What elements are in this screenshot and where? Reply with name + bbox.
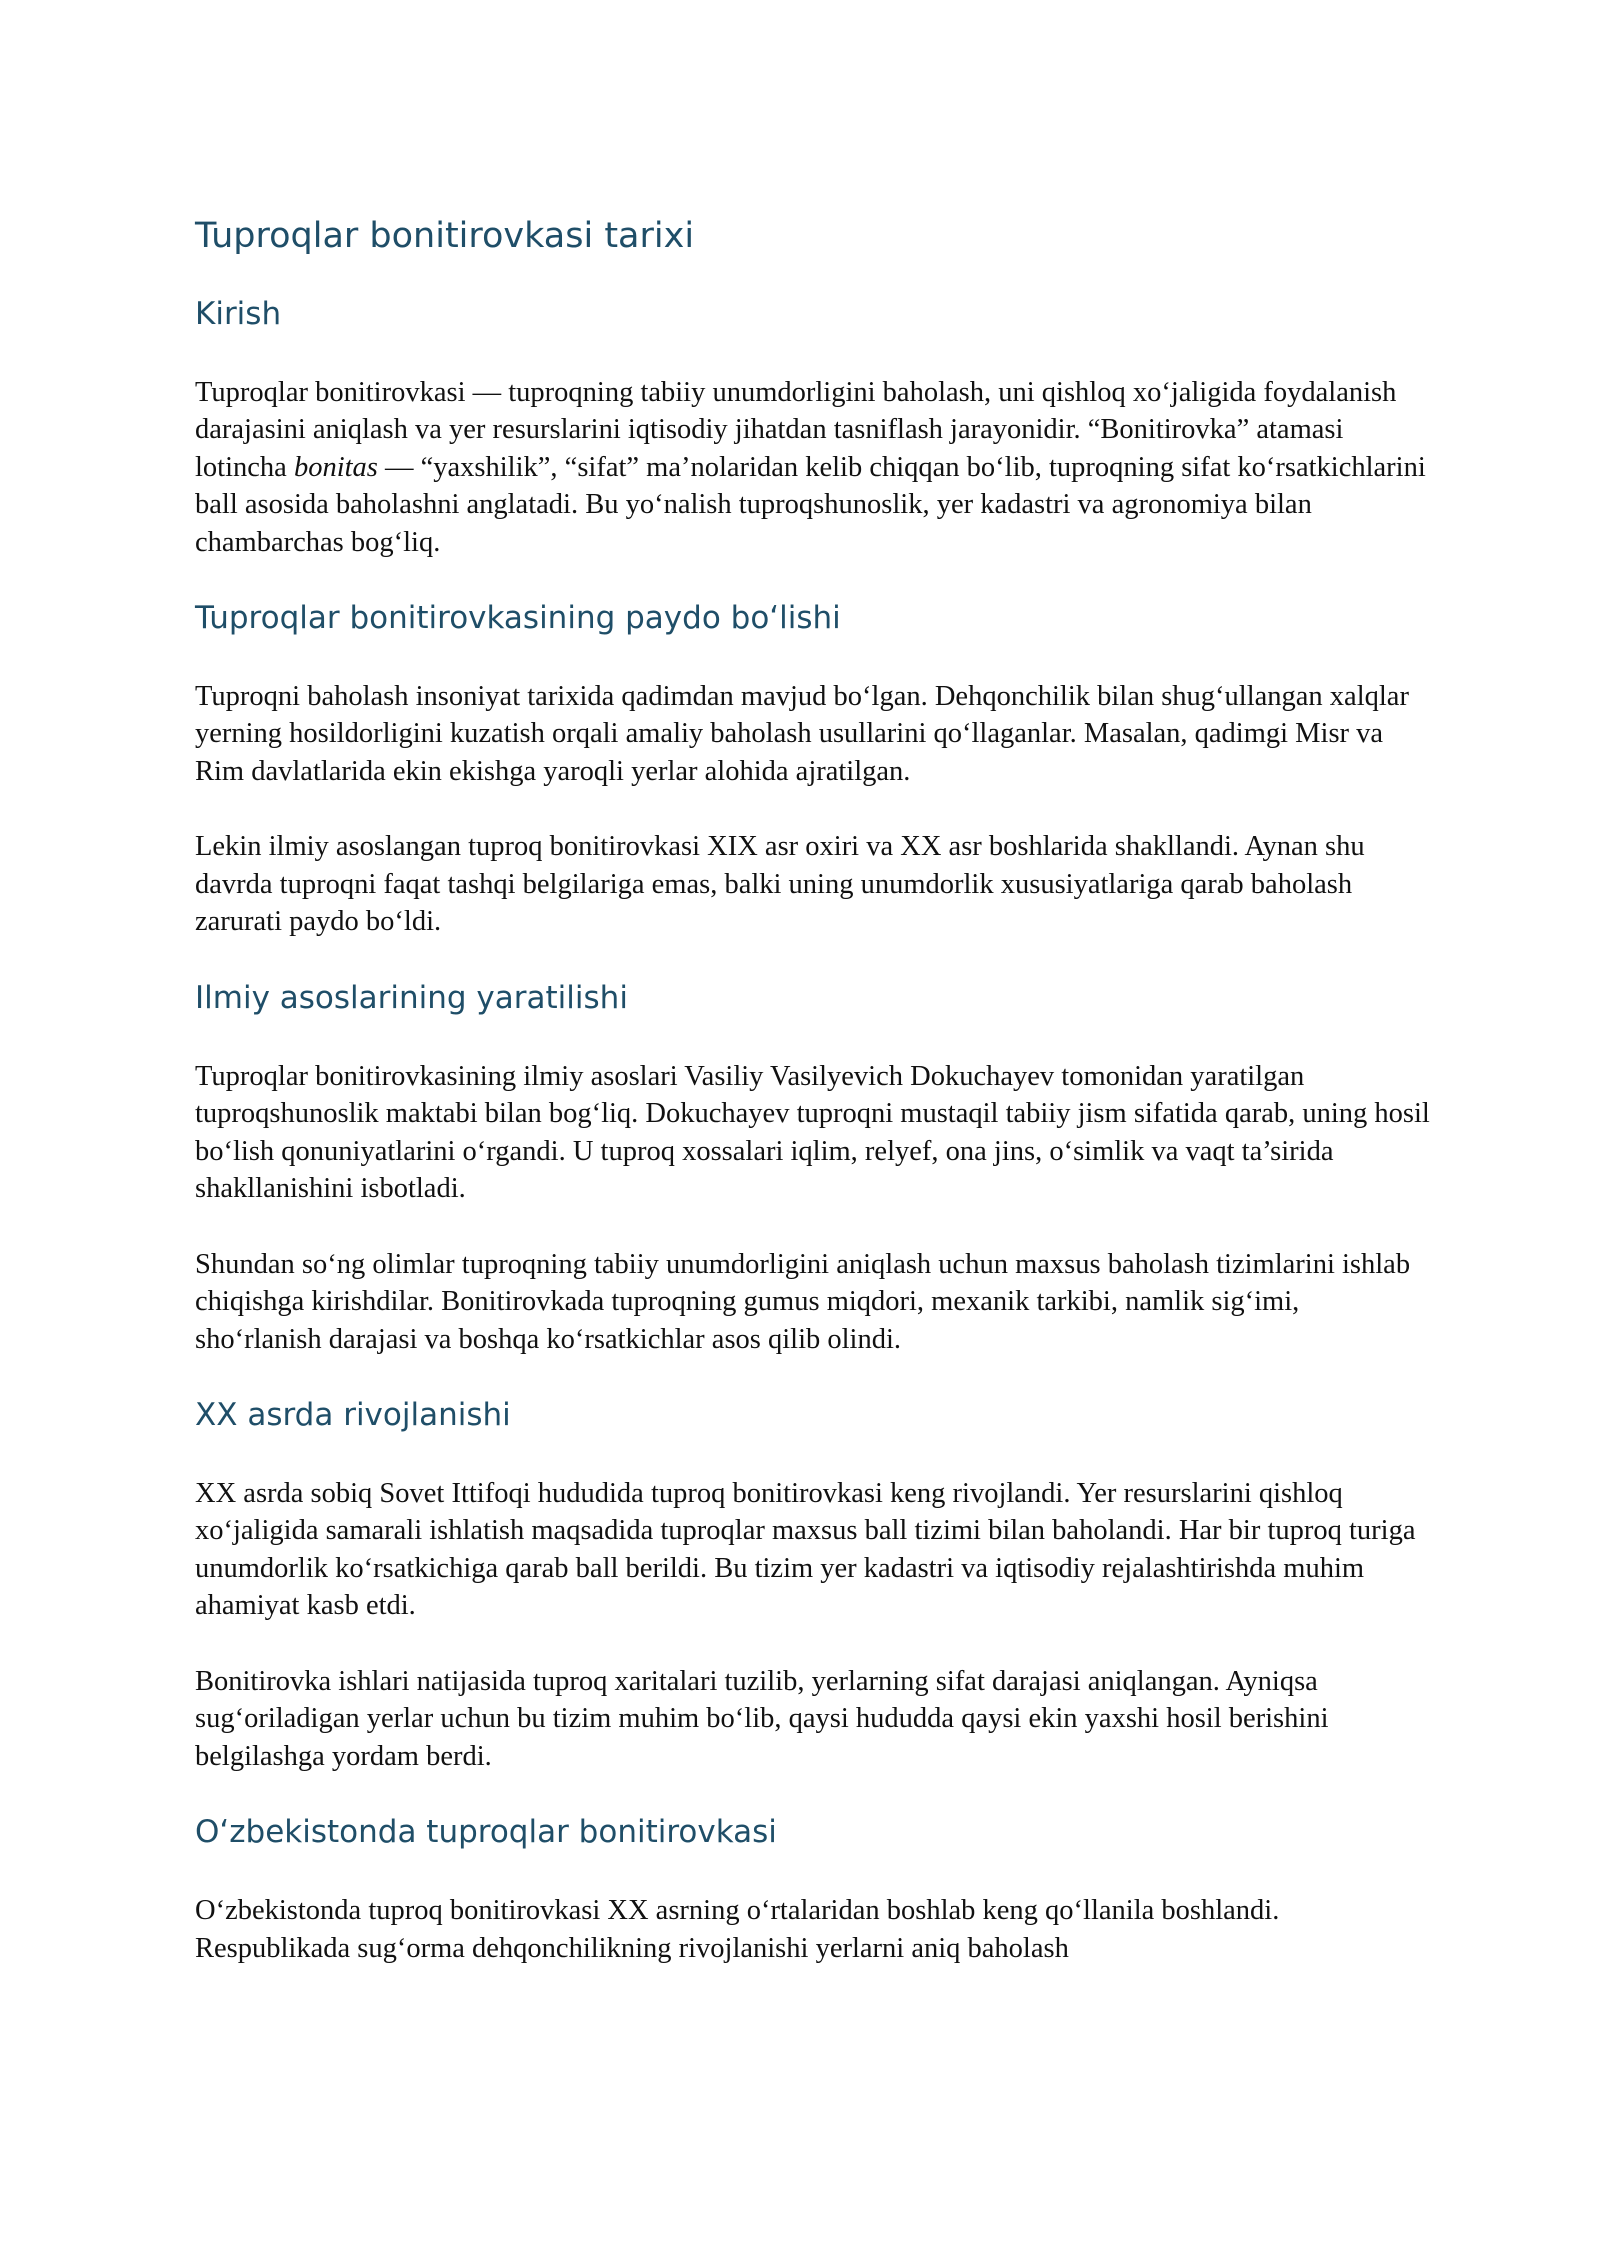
italic-term: bonitas — [293, 451, 378, 483]
paragraph: Tuproqlar bonitirovkasining ilmiy asoslari Vasiliy Vasilyevich Dokuchayev tomonidan yaratilgan tuproqshunoslik maktabi bilan bog‘liq. Dokuchayev tuproqni mustaqil tabiiy jism sifatida qarab, uning hosil bo‘lish qonuniyatlarini o‘rgandi. U tuproq xossalari iqlim, relyef, ona jins, o‘simlik va vaqt ta’sirida shakllanishini isbotladi. — [195, 1060, 1430, 1204]
paragraph: Shundan so‘ng olimlar tuproqning tabiiy unumdorligini aniqlash uchun maxsus baholash tizimlarini ishlab chiqishga kirishdilar. Bonitirovkada tuproqning gumus miqdori, mexanik tarkibi, namlik sig‘imi, sho‘rlanish darajasi va boshqa ko‘rsatkichlar asos qilib olindi. — [195, 1248, 1411, 1355]
section-heading: Kirish — [195, 295, 282, 332]
paragraph: Lekin ilmiy asoslangan tuproq bonitirovkasi XIX asr oxiri va XX asr boshlarida shakllandi. Aynan shu davrda tuproqni faqat tashqi belgilariga emas, balki uning unumdorlik xususiyatlariga qarab baholash zarurati paydo bo‘ldi. — [195, 831, 1365, 938]
paragraph: Bonitirovka ishlari natijasida tuproq xaritalari tuzilib, yerlarning sifat darajasi aniqlangan. Ayniqsa sug‘oriladigan yerlar uchun bu tizim muhim bo‘lib, qaysi hududda qaysi ekin yaxshi hosil berishini belgilashga yordam berdi. — [195, 1665, 1329, 1772]
paragraph: Tuproqni baholash insoniyat tarixida qadimdan mavjud bo‘lgan. Dehqonchilik bilan shug‘ullangan xalqlar yerning hosildorligini kuzatish orqali amaliy baholash usullarini qo‘llaganlar. Masalan, qadimgi Misr va Rim davlatlarida ekin ekishga yaroqli yerlar alohida ajratilgan. — [195, 680, 1409, 787]
section-xx-asr — [195, 1396, 1430, 1775]
section-heading: O‘zbekistonda tuproqlar bonitirovkasi — [195, 1814, 777, 1851]
section-paydo-bolishi — [195, 599, 1430, 941]
document-page — [195, 215, 1430, 2005]
paragraph-text: Tuproqlar bonitirovkasi — tuproqning tabiiy unumdorligini baholash, uni qishloq xo‘jaligida foydalanish darajasini aniqlash va yer resurslarini iqtisodiy jihatdan tasniflash jarayonidir. “Bonitirovka” atamasi lotincha — [195, 376, 1397, 483]
paragraph — [195, 374, 1430, 562]
paragraph-text: — “yaxshilik”, “sifat” ma’nolaridan kelib chiqqan bo‘lib, tuproqning sifat ko‘rsatkichlarini ball asosida baholashni anglatadi. Bu yo‘nalish tuproqshunoslik, yer kadastri va agronomiya bilan chambarchas bog‘liq. — [195, 451, 1426, 558]
section-ilmiy-asoslari — [195, 979, 1430, 1358]
section-heading: XX asrda rivojlanishi — [195, 1397, 511, 1433]
paragraph: XX asrda sobiq Sovet Ittifoqi hududida tuproq bonitirovkasi keng rivojlandi. Yer resurslarini qishloq xo‘jaligida samarali ishlatish maqsadida tuproqlar maxsus ball tizimi bilan baholandi. Har bir tuproq turiga unumdorlik ko‘rsatkichiga qarab ball berildi. Bu tizim yer kadastri va iqtisodiy rejalashtirishda muhim ahamiyat kasb etdi. — [195, 1477, 1416, 1622]
section-ozbekiston — [195, 1813, 1430, 1967]
document-title: Tuproqlar bonitirovkasi tarixi — [195, 216, 695, 256]
section-heading: Tuproqlar bonitirovkasining paydo bo‘lishi — [195, 600, 841, 636]
section-heading: Ilmiy asoslarining yaratilishi — [195, 979, 628, 1016]
section-kirish — [195, 295, 1430, 561]
paragraph: O‘zbekistonda tuproq bonitirovkasi XX asrning o‘rtalaridan boshlab keng qo‘llanila boshlandi. Respublikada sug‘orma dehqonchilikning rivojlanishi yerlarni aniq baholash — [195, 1895, 1280, 1964]
